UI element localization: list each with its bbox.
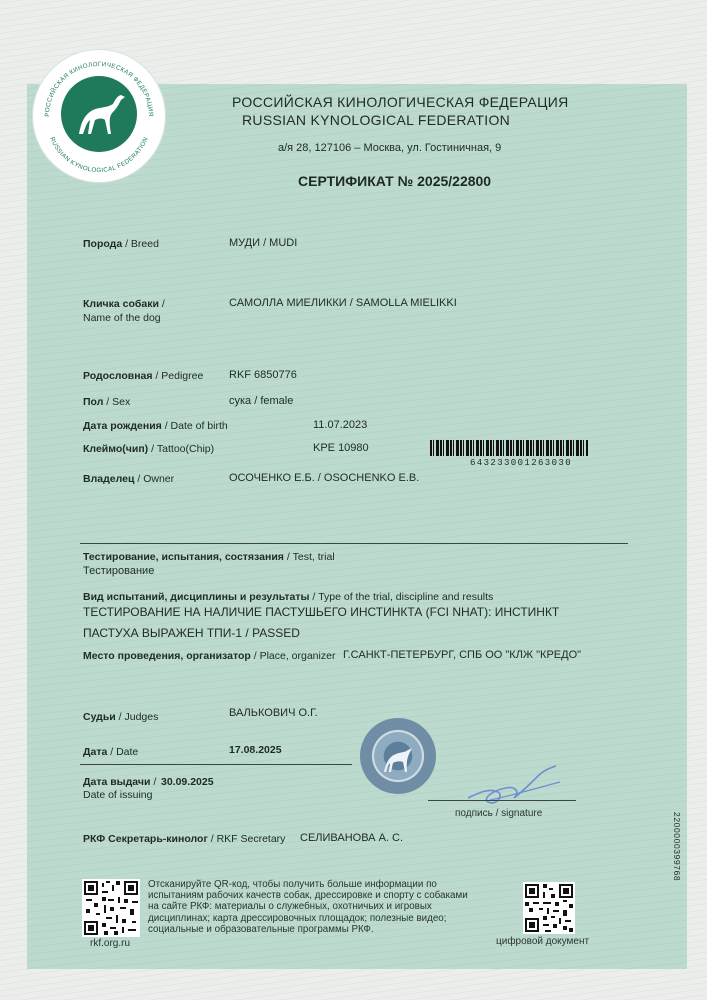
- issue-value: 30.09.2025: [161, 776, 214, 788]
- place-label: Место проведения, организатор / Place, organizer: [83, 650, 336, 662]
- qr-code-digital[interactable]: [523, 882, 575, 934]
- issue-label: Дата выдачи /: [83, 776, 157, 788]
- qr-text-line: испытаниям рабочих качеств собак, дрессировке и спорту с собаками: [148, 890, 468, 902]
- dog-name-value: САМОЛЛА МИЕЛИККИ / SAMOLLA MIELIKKI: [229, 297, 457, 309]
- trial-type-value-2: ПАСТУХА ВЫРАЖЕН ТПИ-1 / PASSED: [83, 626, 300, 640]
- qr-pattern: [523, 882, 575, 934]
- rkf-logo: [33, 50, 165, 182]
- owner-value: ОСОЧЕНКО Е.Б. / OSOCHENKO E.B.: [229, 472, 420, 484]
- date-underline: [80, 764, 352, 765]
- trial-type-label: Вид испытаний, дисциплины и результаты / Type of the trial, discipline and results: [83, 591, 494, 603]
- org-title-ru: РОССИЙСКАЯ КИНОЛОГИЧЕСКАЯ ФЕДЕРАЦИЯ: [232, 94, 569, 110]
- qr-text-line: социальные и образовательные программы РКФ.: [148, 923, 374, 935]
- date-label: Дата / Date: [83, 746, 139, 758]
- qr-text-line: на сайте РКФ: материалы о служебных, охотничьих и игровых: [148, 901, 432, 913]
- signature-mark: [460, 762, 570, 812]
- chip-label: Клеймо(чип) / Tattoo(Chip): [83, 443, 215, 455]
- secretary-label: РКФ Секретарь-кинолог / RKF Secretary: [83, 833, 286, 845]
- test-value: Тестирование: [83, 565, 155, 577]
- sex-value: сука / female: [229, 395, 294, 407]
- issue-label-en: Date of issuing: [83, 789, 153, 801]
- digital-document-label: цифровой документ: [496, 936, 590, 947]
- judges-label: Судьи / Judges: [83, 711, 159, 723]
- divider: [80, 543, 628, 544]
- logo-graphic: [33, 50, 165, 182]
- sex-label: Пол / Sex: [83, 396, 131, 408]
- certificate-title: СЕРТИФИКАТ № 2025/22800: [298, 173, 492, 189]
- hologram-seal: [360, 718, 436, 794]
- org-title-en: RUSSIAN KYNOLOGICAL FEDERATION: [242, 112, 511, 128]
- site-link[interactable]: rkf.org.ru: [90, 938, 131, 949]
- dob-label: Дата рождения / Date of birth: [83, 420, 228, 432]
- dob-value: 11.07.2023: [313, 419, 368, 431]
- breed-value: МУДИ / MUDI: [229, 237, 298, 249]
- judges-value: ВАЛЬКОВИЧ О.Г.: [229, 707, 318, 719]
- breed-label: Порода / Breed: [83, 238, 159, 250]
- date-value: 17.08.2025: [229, 744, 282, 756]
- signature-label: подпись / signature: [455, 808, 543, 819]
- qr-code-info[interactable]: [82, 879, 140, 937]
- chip-value: KPE 10980: [313, 442, 369, 454]
- svg-text:RUSSIAN KYNOLOGICAL FEDERATION: RUSSIAN KYNOLOGICAL FEDERATION: [48, 135, 150, 175]
- svg-text:РОССИЙСКАЯ КИНОЛОГИЧЕСКАЯ ФЕДЕ: РОССИЙСКАЯ КИНОЛОГИЧЕСКАЯ ФЕДЕРАЦИЯ: [43, 60, 155, 117]
- owner-label: Владелец / Owner: [83, 473, 175, 485]
- dog-name-label-en: Name of the dog: [83, 312, 161, 324]
- org-address: а/я 28, 127106 – Москва, ул. Гостиничная, 9: [278, 142, 502, 154]
- trial-type-value-1: ТЕСТИРОВАНИЕ НА НАЛИЧИЕ ПАСТУШЬЕГО ИНСТИНКТА (FCI NHAT): ИНСТИНКТ: [83, 605, 560, 619]
- dog-name-label: Кличка собаки /: [83, 298, 165, 310]
- barcode-number: 643233001263030: [470, 458, 573, 468]
- secretary-value: СЕЛИВАНОВА А. С.: [300, 832, 404, 844]
- place-value: Г.САНКТ-ПЕТЕРБУРГ, СПБ ОО "КЛЖ "КРЕДО": [343, 649, 582, 661]
- barcode: [430, 440, 588, 456]
- pedigree-value: RKF 6850776: [229, 369, 297, 381]
- signature-line: [428, 800, 576, 801]
- qr-pattern: [82, 879, 140, 937]
- pedigree-label: Родословная / Pedigree: [83, 370, 204, 382]
- qr-description: [148, 879, 468, 935]
- serial-number: 2200000399768: [672, 812, 682, 882]
- qr-text-line: Отсканируйте QR-код, чтобы получить больше информации по: [148, 879, 437, 890]
- qr-text-line: дисциплинах; карта дрессировочных площадок; полезные видео;: [148, 912, 447, 924]
- test-label: Тестирование, испытания, состязания / Test, trial: [83, 551, 335, 563]
- seal-dog-icon: [360, 718, 436, 794]
